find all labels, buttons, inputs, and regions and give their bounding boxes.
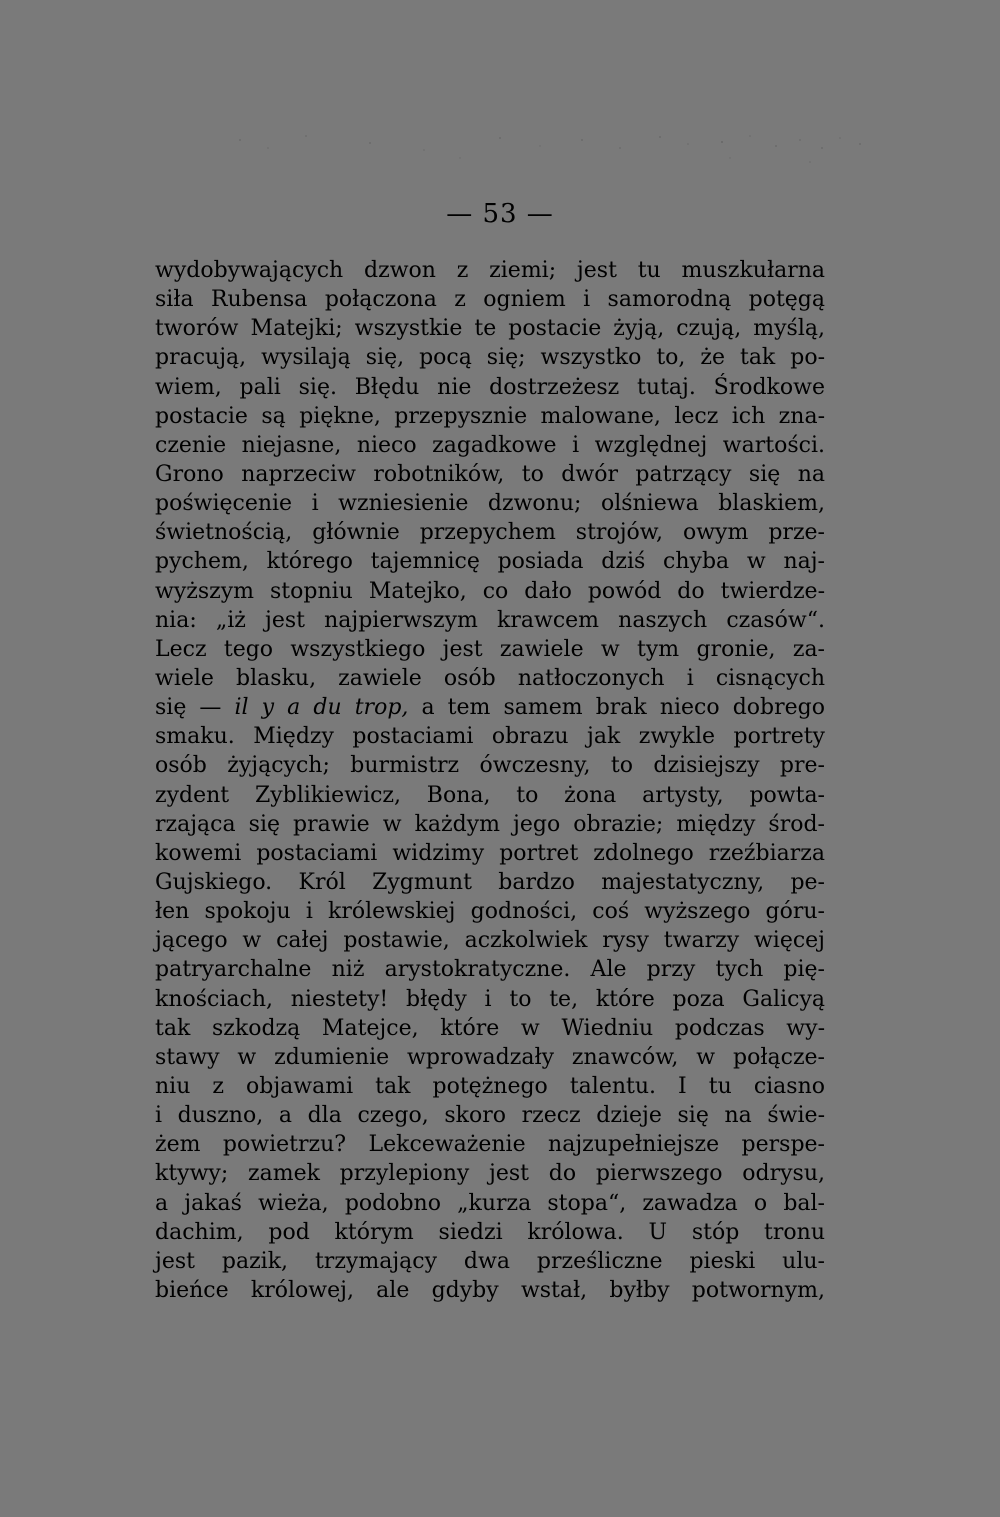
text-line: i duszno, a dla czego, skoro rzecz dzieje się na świe- xyxy=(155,1103,825,1129)
text-line: wiele blasku, zawiele osób natłoczonych i cisnących xyxy=(155,665,825,691)
text-line: osób żyjących; burmistrz ówczesny, to dzisiejszy pre- xyxy=(155,753,825,779)
text-line: ktywy; zamek przylepiony jest do pierwszego odrysu, xyxy=(155,1161,825,1187)
text-line: wydobywających dzwon z ziemi; jest tu muszkułarna xyxy=(155,258,825,283)
text-line: Grono naprzeciw robotników, to dwór patrzący się na xyxy=(155,461,825,487)
text-line: patryarchalne niż arystokratyczne. Ale przy tych pię- xyxy=(155,957,825,983)
text-line: świetnością, głównie przepychem strojów, owym prze- xyxy=(155,520,825,546)
scan-noise-speckles xyxy=(210,128,880,178)
text-line: wiem, pali się. Błędu nie dostrzeżesz tutaj. Środkowe xyxy=(155,374,825,400)
text-run: się — xyxy=(155,695,235,721)
text-line: wyższym stopniu Matejko, co dało powód do twierdze- xyxy=(155,578,825,604)
text-line: siła Rubensa połączona z ogniem i samorodną potęgą xyxy=(155,287,825,313)
page-number: — 53 — xyxy=(446,199,554,229)
text-line: Lecz tego wszystkiego jest zawiele w tym gronie, za- xyxy=(155,636,825,662)
text-line: stawy w zdumienie wprowadzały znawców, w połącze- xyxy=(155,1044,825,1070)
text-line xyxy=(155,693,825,722)
text-line: bieńce królowej, ale gdyby wstał, byłby potwornym, xyxy=(155,1277,825,1303)
text-line: pychem, którego tajemnicę posiada dziś chyba w naj- xyxy=(155,549,825,575)
text-line: a jakaś wieża, podobno „kurza stopa“, zawadza o bal- xyxy=(155,1190,825,1216)
text-line: nia: „iż jest najpierwszym krawcem naszych czasów“. xyxy=(155,607,825,633)
text-line: tworów Matejki; wszystkie te postacie żyją, czują, myślą, xyxy=(155,316,825,342)
text-line: jącego w całej postawie, aczkolwiek rysy twarzy więcej xyxy=(155,928,825,954)
text-line: niu z objawami tak potężnego talentu. I tu ciasno xyxy=(155,1073,825,1099)
text-line: postacie są piękne, przepysznie malowane, lecz ich zna- xyxy=(155,403,825,429)
text-line: tak szkodzą Matejce, które w Wiedniu podczas wy- xyxy=(155,1015,825,1041)
text-line: kowemi postaciami widzimy portret zdolnego rzeźbiarza xyxy=(155,840,825,866)
text-line: poświęcenie i wzniesienie dzwonu; olśniewa blaskiem, xyxy=(155,491,825,517)
text-line: żem powietrzu? Lekceważenie najzupełniejsze perspe- xyxy=(155,1132,825,1158)
text-line: smaku. Między postaciami obrazu jak zwykle portrety xyxy=(155,724,825,750)
italic-phrase: il y a du trop, xyxy=(234,695,409,721)
text-line: łen spokoju i królewskiej godności, coś wyższego góru- xyxy=(155,899,825,925)
text-line: pracują, wysilają się, pocą się; wszystko to, że tak po- xyxy=(155,345,825,371)
text-line: Gujskiego. Król Zygmunt bardzo majestatyczny, pe- xyxy=(155,869,825,895)
text-line: knościach, niestety! błędy i to te, które poza Galicyą xyxy=(155,986,825,1012)
body-text xyxy=(155,256,825,1305)
text-line: czenie niejasne, nieco zagadkowe i względnej wartości. xyxy=(155,432,825,458)
text-line: rzająca się prawie w każdym jego obrazie; między środ- xyxy=(155,811,825,837)
text-run: a tem samem brak nieco dobrego xyxy=(408,695,825,721)
text-line: dachim, pod którym siedzi królowa. U stóp tronu xyxy=(155,1219,825,1245)
text-line: zydent Zyblikiewicz, Bona, to żona artysty, powta- xyxy=(155,782,825,808)
text-line: jest pazik, trzymający dwa prześliczne pieski ulu- xyxy=(155,1248,825,1274)
